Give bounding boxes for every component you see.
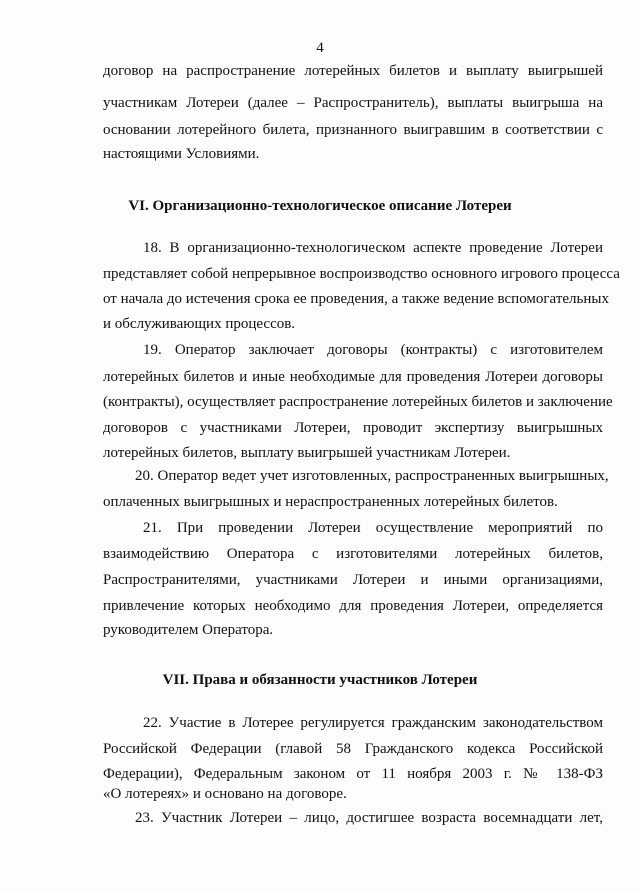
paragraph-21-line: привлечение которых необходимо для проведения Лотереи, определяется	[103, 598, 603, 614]
paragraph-20-line: оплаченных выигрышных и нераспространенных лотерейных билетов.	[103, 494, 558, 510]
paragraph-18-line: и обслуживающих процессов.	[103, 316, 296, 332]
paragraph-18-line: представляет собой непрерывное воспроизводство основного игрового процесса	[103, 266, 620, 282]
paragraph-22-line: Федерации), Федеральным законом от 11 ноября 2003 г. № 138-ФЗ	[103, 766, 603, 782]
paragraph-19-line: лотерейных билетов, выплату выигрышей участникам Лотереи.	[103, 445, 511, 461]
paragraph-21-line: руководителем Оператора.	[103, 622, 274, 638]
paragraph-19-line: лотерейных билетов и иные необходимые для проведения Лотереи договоры	[103, 369, 603, 385]
paragraph-21-line: 21. При проведении Лотереи осуществление мероприятий по	[143, 520, 603, 536]
paragraph-18-line: от начала до истечения срока ее проведения, а также ведение вспомогательных	[103, 291, 609, 307]
section-heading: VII. Права и обязанности участников Лотереи	[162, 672, 478, 688]
paragraph-18-line: 18. В организационно-технологическом аспекте проведение Лотереи	[143, 240, 603, 256]
text-line: договор на распространение лотерейных билетов и выплату выигрышей	[103, 63, 603, 79]
paragraph-23-line: 23. Участник Лотереи – лицо, достигшее возраста восемнадцати лет,	[135, 810, 603, 826]
paragraph-22-line: Российской Федерации (главой 58 Гражданского кодекса Российской	[103, 741, 603, 757]
paragraph-21-line: взаимодействию Оператора с изготовителями лотерейных билетов,	[103, 546, 603, 562]
paragraph-19-line: договоров с участниками Лотереи, проводит экспертизу выигрышных	[103, 420, 603, 436]
page-number: 4	[316, 40, 324, 56]
section-heading: VI. Организационно-технологическое описание Лотереи	[128, 198, 512, 214]
paragraph-22-line: «О лотереях» и основано на договоре.	[103, 786, 347, 802]
paragraph-21-line: Распространителями, участниками Лотереи и иными организациями,	[103, 572, 603, 588]
paragraph-19-line: (контракты), осуществляет распространение лотерейных билетов и заключение	[103, 394, 613, 410]
text-line: основании лотерейного билета, признанного выигравшим в соответствии с	[103, 122, 603, 138]
paragraph-20-line: 20. Оператор ведет учет изготовленных, распространенных выигрышных,	[135, 468, 609, 484]
paragraph-22-line: 22. Участие в Лотерее регулируется гражданским законодательством	[143, 715, 603, 731]
text-line: участникам Лотереи (далее – Распространитель), выплаты выигрыша на	[103, 95, 603, 111]
paragraph-19-line: 19. Оператор заключает договоры (контракты) с изготовителем	[143, 342, 603, 358]
text-line: настоящими Условиями.	[103, 146, 260, 162]
